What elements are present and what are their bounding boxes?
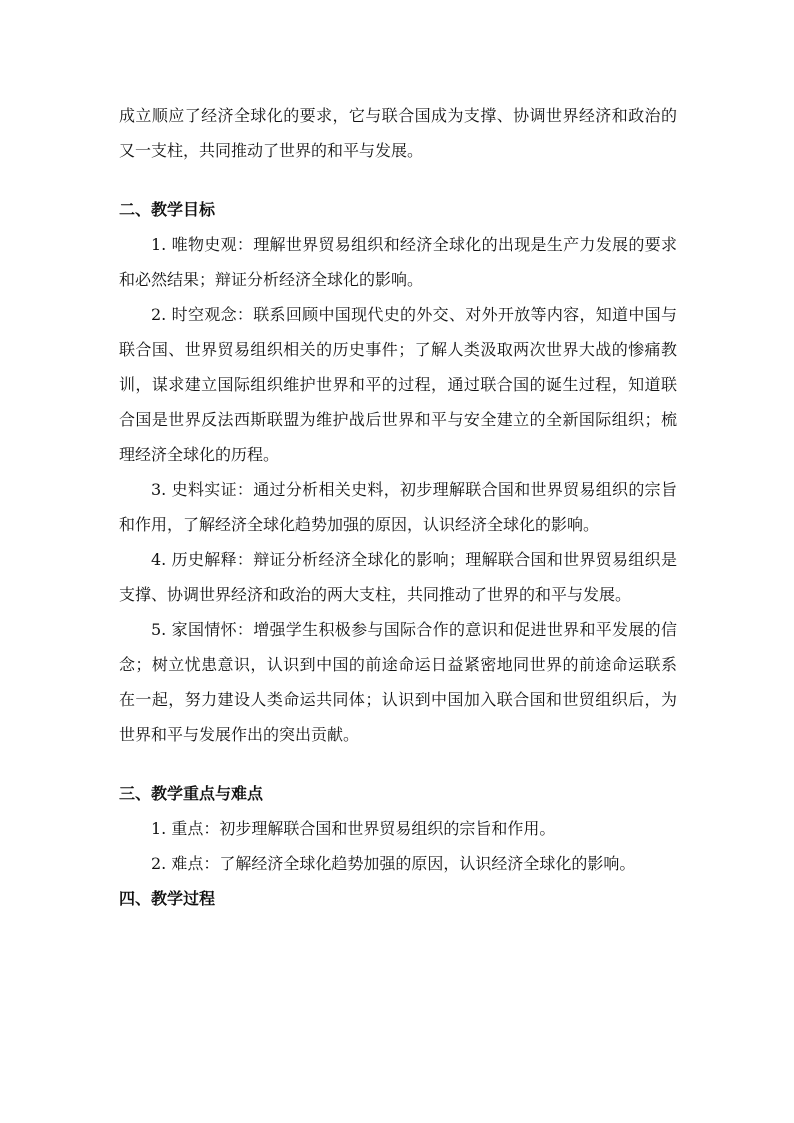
section-spacer xyxy=(119,752,677,776)
section-heading-teaching-process: 四、教学过程 xyxy=(119,889,216,908)
document-page xyxy=(119,98,677,916)
goal-item-2: 2. 时空观念：联系回顾中国现代史的外交、对外开放等内容，知道中国与联合国、世界贸易组织相关的历史事件；了解人类汲取两次世界大战的惨痛教训，谋求建立国际组织维护世界和平的过程，通过联合国的诞生过程，知道联合国是世界反法西斯联盟为维护战后世界和平与安全建立的全新国际组织；梳理经济全球化的历程。 xyxy=(119,305,677,464)
goal-item-5: 5. 家国情怀：增强学生积极参与国际合作的意识和促进世界和平发展的信念；树立忧患意识，认识到中国的前途命运日益紧密地同世界的前途命运联系在一起，努力建设人类命运共同体；认识到中国加入联合国和世贸组织后，为世界和平与发展作出的突出贡献。 xyxy=(119,620,677,744)
key-point-item-1: 1. 重点：初步理解联合国和世界贸易组织的宗旨和作用。 xyxy=(151,819,556,838)
section-heading-teaching-goals: 二、教学目标 xyxy=(119,200,216,219)
intro-paragraph: 成立顺应了经济全球化的要求，它与联合国成为支撑、协调世界经济和政治的又一支柱，共同推动了世界的和平与发展。 xyxy=(119,106,677,160)
key-point-item-2: 2. 难点：了解经济全球化趋势加强的原因，认识经济全球化的影响。 xyxy=(151,854,636,873)
goal-item-1: 1. 唯物史观：理解世界贸易组织和经济全球化的出现是生产力发展的要求和必然结果；辩证分析经济全球化的影响。 xyxy=(119,235,677,289)
section-heading-key-points: 三、教学重点与难点 xyxy=(119,784,264,803)
goal-item-3: 3. 史料实证：通过分析相关史料，初步理解联合国和世界贸易组织的宗旨和作用，了解经济全球化趋势加强的原因，认识经济全球化的影响。 xyxy=(119,480,677,534)
goal-item-4: 4. 历史解释：辩证分析经济全球化的影响；理解联合国和世界贸易组织是支撑、协调世界经济和政治的两大支柱，共同推动了世界的和平与发展。 xyxy=(119,550,677,604)
